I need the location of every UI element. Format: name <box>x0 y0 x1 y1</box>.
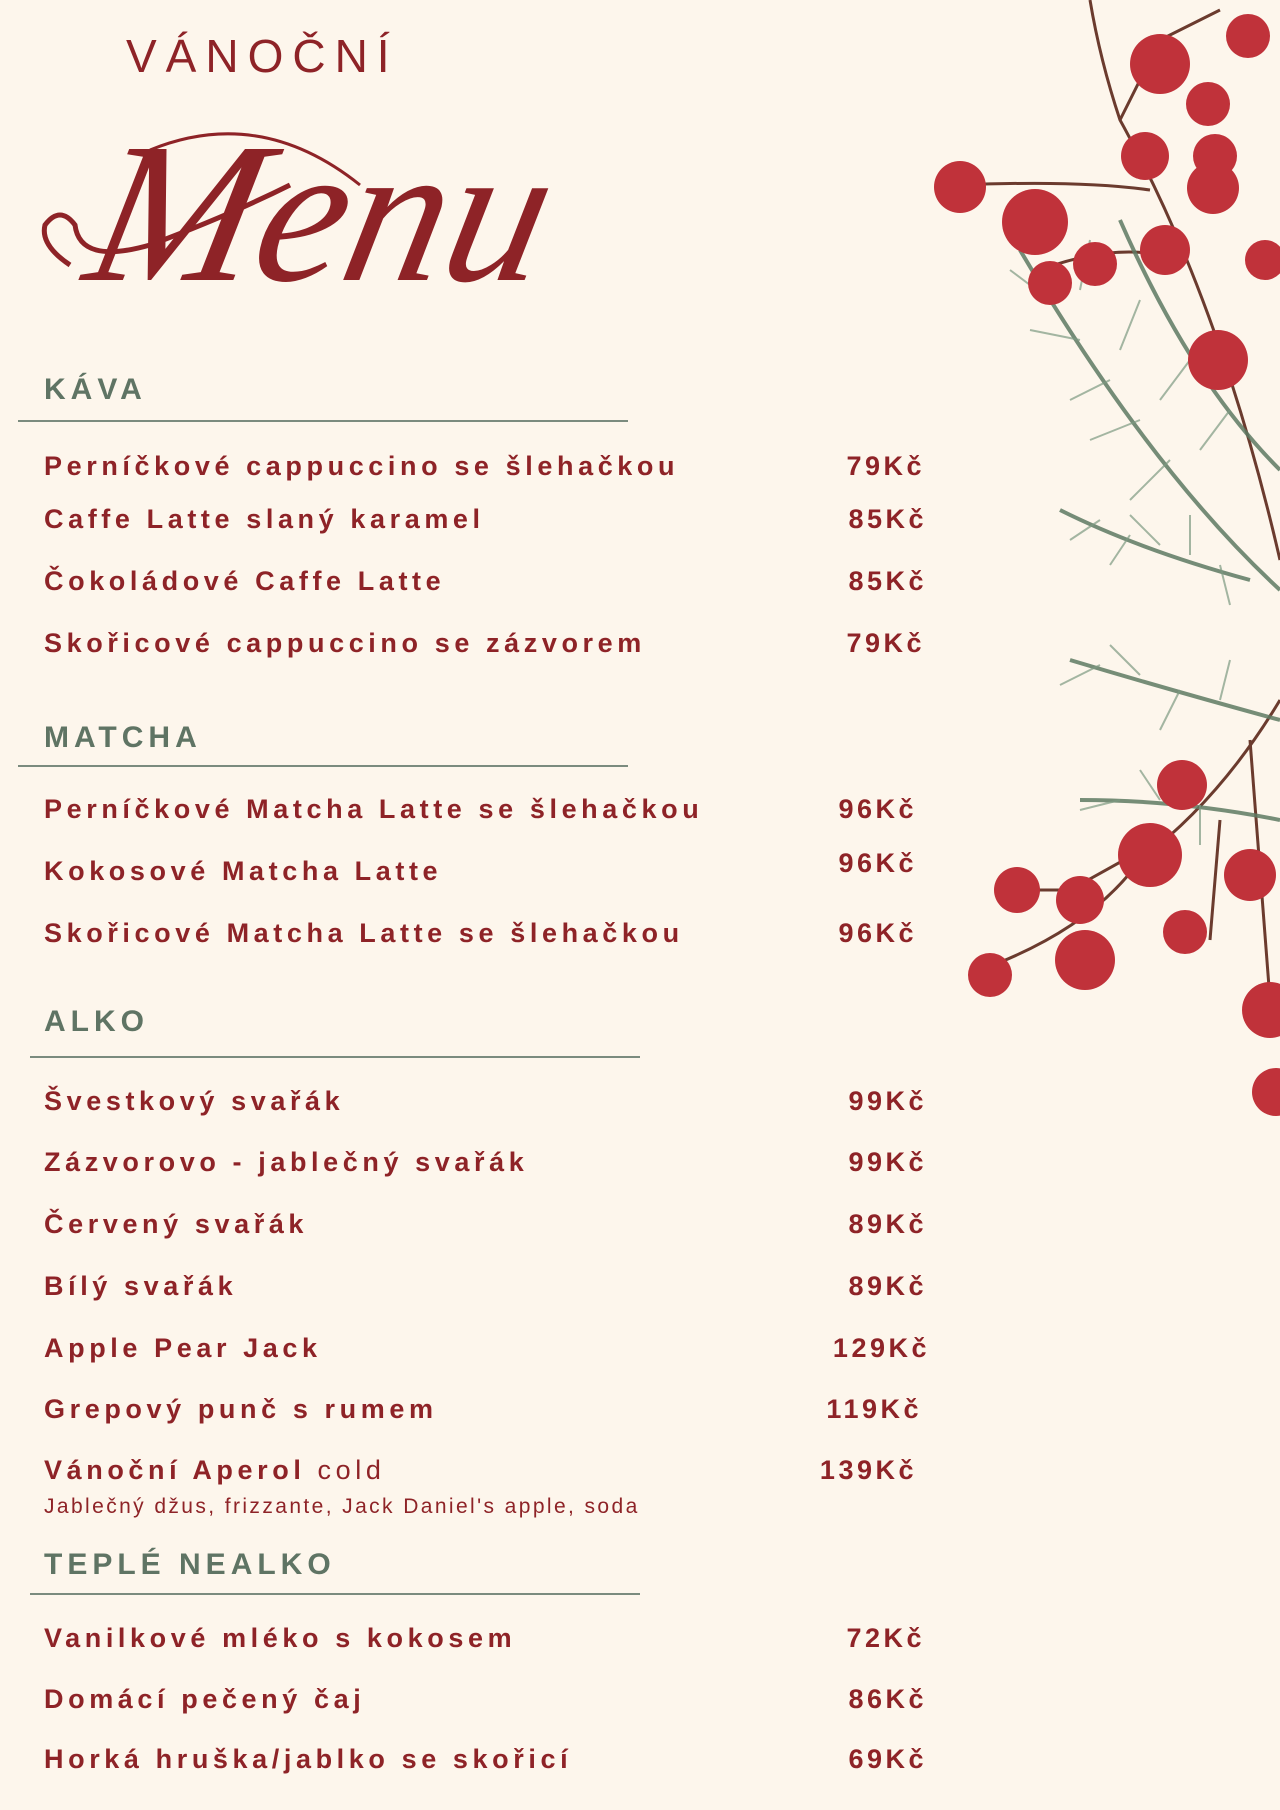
menu-item-price: 85Kč <box>848 504 927 534</box>
menu-item-price: 119Kč <box>826 1394 922 1424</box>
menu-item-name: Caffe Latte slaný karamel <box>44 504 485 534</box>
menu-item-name-suffix: cold <box>317 1455 386 1485</box>
menu-item-price: 72Kč <box>846 1623 925 1653</box>
menu-item-price: 99Kč <box>848 1147 927 1177</box>
section-title-teple-nealko: TEPLÉ NEALKO <box>44 1548 336 1581</box>
menu-item-name: Horká hruška/jablko se skořicí <box>44 1744 573 1774</box>
menu-item-name-main: Vánoční Aperol <box>44 1455 306 1485</box>
menu-item-name: Skořicové cappuccino se zázvorem <box>44 628 646 658</box>
menu-item-name: Bílý svařák <box>44 1271 238 1301</box>
menu-item-name: Perníčkové Matcha Latte se šlehačkou <box>44 794 704 824</box>
menu-title-text: Menu <box>71 101 574 324</box>
menu-item-price: 86Kč <box>848 1684 927 1714</box>
menu-item-name: Perníčkové cappuccino se šlehačkou <box>44 451 680 481</box>
menu-item-price: 79Kč <box>846 628 925 658</box>
menu-item-price: 79Kč <box>846 451 925 481</box>
menu-item-price: 85Kč <box>848 566 927 596</box>
menu-item-price: 96Kč <box>838 918 917 948</box>
menu-item-name: Červený svařák <box>44 1209 309 1239</box>
menu-item-name: Grepový punč s rumem <box>44 1394 438 1424</box>
menu-item-price: 99Kč <box>848 1086 927 1116</box>
holly-berry-pine-decoration-icon <box>920 0 1280 1130</box>
menu-item-name: Apple Pear Jack <box>44 1333 322 1363</box>
section-divider <box>18 420 628 422</box>
menu-item-price: 96Kč <box>838 794 917 824</box>
section-divider <box>30 1056 640 1058</box>
menu-item-name <box>44 1454 385 1486</box>
menu-item-price: 96Kč <box>838 848 917 878</box>
menu-item-price: 129Kč <box>832 1333 930 1363</box>
menu-item-description: Jablečný džus, frizzante, Jack Daniel's apple, soda <box>44 1495 640 1518</box>
menu-kicker: VÁNOČNÍ <box>126 30 399 82</box>
menu-item-name: Švestkový svařák <box>44 1086 345 1116</box>
section-title-matcha: MATCHA <box>44 721 202 754</box>
section-title-kava: KÁVA <box>44 373 147 406</box>
menu-item-name: Vanilkové mléko s kokosem <box>44 1623 517 1653</box>
menu-item-name: Zázvorovo - jablečný svařák <box>44 1147 529 1177</box>
menu-item-name: Skořicové Matcha Latte se šlehačkou <box>44 918 684 948</box>
menu-item-name: Kokosové Matcha Latte <box>44 856 443 886</box>
menu-script-title <box>30 95 650 365</box>
section-divider <box>18 765 628 767</box>
section-divider <box>30 1593 640 1595</box>
menu-item-name: Čokoládové Caffe Latte <box>44 566 446 596</box>
menu-item-name: Domácí pečený čaj <box>44 1684 366 1714</box>
section-title-alko: ALKO <box>44 1005 149 1038</box>
menu-item-price: 89Kč <box>848 1209 927 1239</box>
menu-item-price: 69Kč <box>848 1744 927 1774</box>
menu-item-price: 89Kč <box>848 1271 927 1301</box>
menu-item-price: 139Kč <box>819 1455 917 1485</box>
